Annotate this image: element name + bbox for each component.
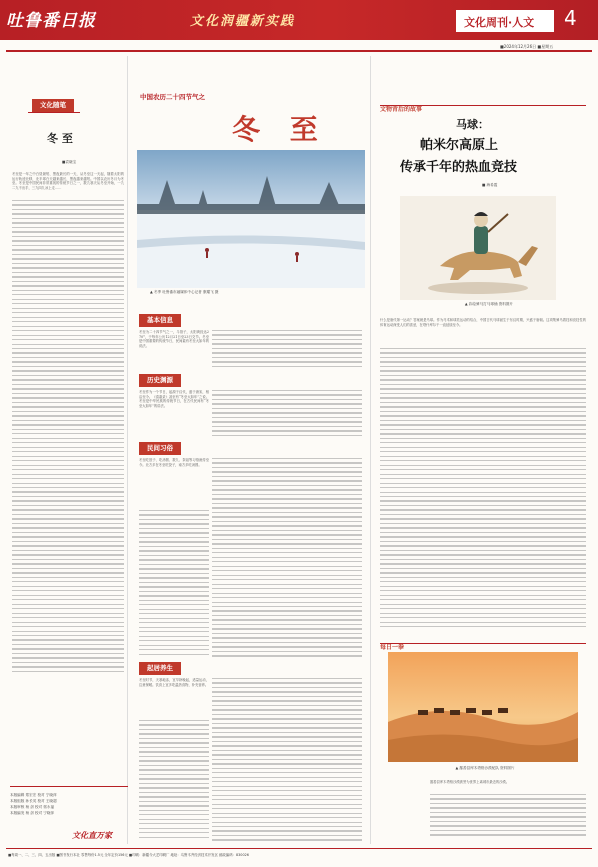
customs-extra-lines	[139, 510, 209, 658]
staff-line: 本版组版 孙长英 校对 王晓超	[10, 799, 57, 803]
headline-line-2: 传承千年的热血竞技	[400, 160, 518, 175]
daily-tag-bar	[380, 634, 586, 651]
daily-tag: 每日一拳	[380, 644, 405, 651]
section-body-customs: 冬至吃饺子、吃汤圆、数九、祭祖等习俗流传至今。北方多在冬至吃饺子，南方多吃汤圆。	[139, 458, 209, 467]
staff-line: 本版编发 杨 剑 校对 宁晓萍	[10, 811, 55, 815]
tag-underline	[28, 112, 80, 113]
headline-line-1: 帕米尔高原上	[420, 138, 499, 153]
section-tag-customs: 民间习俗	[139, 442, 181, 455]
staff-line: 本版编辑 郑宏宏 校对 宁晓萍	[10, 793, 57, 797]
issue-date: ■2024年12月26日 ■星期五	[500, 44, 554, 49]
right-tag: 文物背后的故事	[380, 106, 423, 113]
footer-info: ■每周一、二、三、四、五出版 ■图书发行本社 零售每份1.5元 全年定价156元 ■印刷：新疆今大艺印刷厂 地址：乌鲁木齐经济技术开发区 邮政编码：830026	[8, 853, 249, 857]
article-body-lines	[12, 200, 124, 674]
section-tag-history: 历史渊源	[139, 374, 181, 387]
section-tag-health: 起居养生	[139, 662, 181, 675]
right-author: ■ 海希霞	[482, 183, 498, 187]
headline-small: 马球：	[456, 118, 489, 131]
desert-text: 鄯善县库木塔格沙漠被誉为世界上离城市最近的沙漠。	[430, 780, 510, 784]
desert-photo	[388, 652, 578, 762]
banner-slogan: 文化润疆新实践	[190, 14, 296, 29]
staff-box	[10, 792, 90, 816]
section-body-health: 冬至时节，天寒地冻，宜早卧晚起，适量运动，注意保暖。饮食上宜多吃温热食物，补充营养。	[139, 678, 209, 687]
photo-caption: ▲ 冬季 吐鲁番市融媒体中心记者 康耀飞 摄	[150, 290, 219, 294]
header-rule	[6, 50, 592, 52]
article-lead: 冬至是一年之中白昼最短、黑夜最长的一天，从冬至这一天起，随着太阳的运行轨迹北移，北半球白天越来越长，黑夜越来越短。中国以农历冬月为冬至。冬至是中国民间非常重视的传统节日之一，数九寒天从冬至开始，一九二九不出手，三九四九冰上走……	[12, 172, 124, 190]
right-body-lead: 什么是唐代第一运动？答案就是马球。作为马术和球类运动的结合，中国古代马球诞生于东汉时期，兴盛于唐朝。这项集骑马着技和竞技性的体育运动深受人们的喜爱，在塔什库尔干一直延续至今。	[380, 318, 586, 327]
health-extra-lines	[139, 720, 209, 842]
newspaper-logo: 吐鲁番日报	[6, 11, 96, 31]
staff-line: 本版审核 杨 剑 校对 郭永福	[10, 805, 55, 809]
winter-photo	[137, 150, 365, 288]
footer-logo: 文化直万家	[72, 831, 112, 840]
section-tag-basic: 基本信息	[139, 314, 181, 327]
kicker: 中国农历二十四节气之	[140, 93, 205, 101]
polo-figurine-photo	[400, 196, 556, 300]
section-body-history: 冬至作为一个节日，起源于汉代，盛于唐宋，相沿至今。《清嘉录》甚至有“冬至大如年”之说。冬至是中华民族的传统节日，在古代民间有“冬至大如年”的讲法。	[139, 390, 209, 408]
section-body-health-lines	[212, 678, 362, 842]
desert-caption: ▲ 鄯善县库木塔格沙漠驼队 资料图片	[455, 766, 515, 770]
footer-rule	[6, 848, 592, 849]
section-body-basic: 冬至为二十四节气之一，斗指子，太阳黄经达270°，于每年公历12月21日至23日交节。冬至是中国重要的传统节日，民间素有冬至大如年的说法。	[139, 330, 209, 348]
staff-rule	[10, 786, 128, 787]
right-body-lines	[380, 348, 586, 628]
column-tag: 文化随笔	[32, 99, 74, 112]
article-author: ■袁晓宝	[62, 160, 77, 164]
section-body-basic-lines	[212, 330, 362, 370]
section-body-history-lines	[212, 390, 362, 440]
polo-caption: ▲ 彩绘骑马打马球俑 资料图片	[464, 302, 514, 306]
desert-text-lines	[430, 794, 586, 840]
section-body-customs-lines	[212, 458, 362, 658]
feature-title: 冬 至	[232, 113, 328, 146]
right-tag-bar	[380, 96, 586, 113]
article-title: 冬 至	[47, 132, 73, 145]
section-label: 文化周刊·人文	[456, 10, 554, 32]
page-number: 4	[564, 6, 577, 30]
